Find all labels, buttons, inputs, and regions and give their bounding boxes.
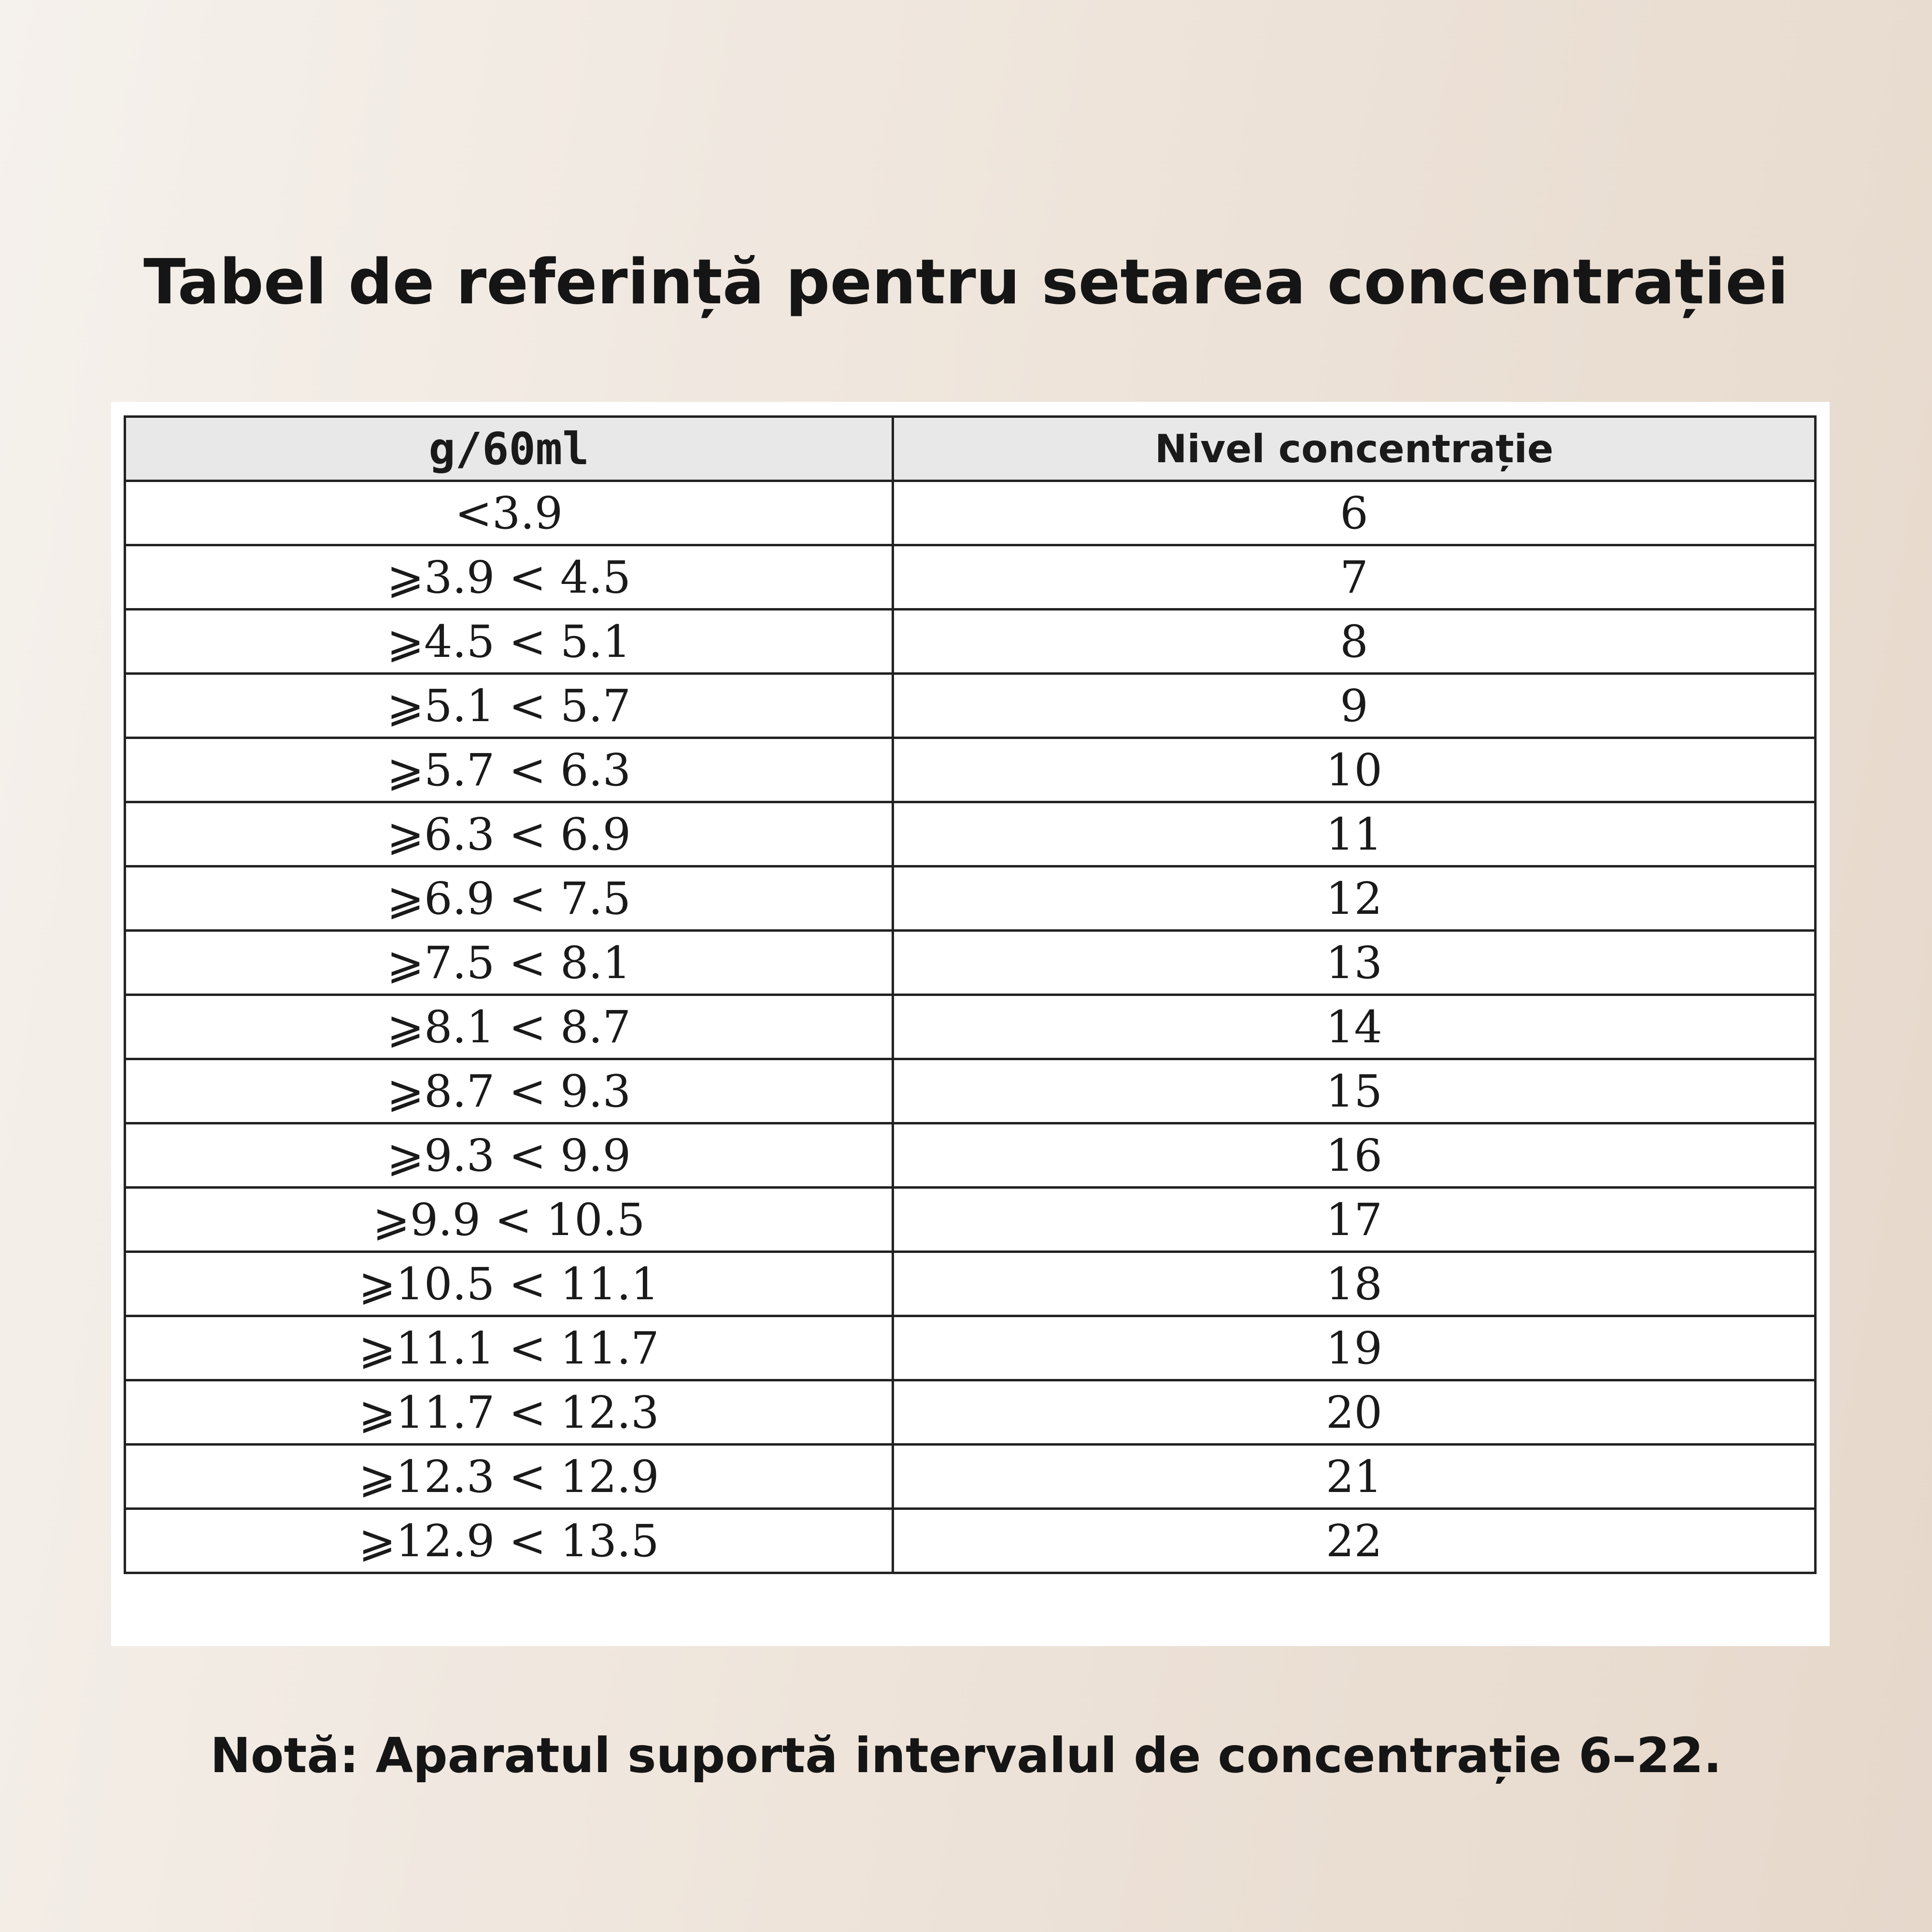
dose-range-cell: <3.9	[125, 481, 893, 545]
column-header-level: Nivel concentrație	[893, 417, 1816, 481]
concentration-level-cell: 13	[893, 931, 1816, 995]
table-row	[125, 802, 1816, 867]
table-row	[125, 1380, 1816, 1445]
table-row	[125, 1316, 1816, 1380]
dose-range-cell: ⩾11.1 < 11.7	[125, 1316, 893, 1380]
concentration-level-cell: 6	[893, 481, 1816, 545]
page-title: Tabel de referință pentru setarea concentrației	[143, 246, 1789, 318]
column-header-dose: g/60ml	[125, 417, 893, 481]
table-row	[125, 867, 1816, 931]
dose-range-cell: ⩾12.3 < 12.9	[125, 1445, 893, 1509]
dose-range-cell: ⩾4.5 < 5.1	[125, 610, 893, 674]
table-row	[125, 995, 1816, 1059]
concentration-level-cell: 22	[893, 1509, 1816, 1573]
concentration-level-cell: 14	[893, 995, 1816, 1059]
dose-range-cell: ⩾9.3 < 9.9	[125, 1123, 893, 1188]
table-row	[125, 545, 1816, 610]
table-panel	[111, 402, 1830, 1646]
dose-range-cell: ⩾9.9 < 10.5	[125, 1188, 893, 1252]
dose-range-cell: ⩾10.5 < 11.1	[125, 1252, 893, 1316]
dose-range-cell: ⩾5.1 < 5.7	[125, 674, 893, 738]
concentration-level-cell: 9	[893, 674, 1816, 738]
table-body	[125, 481, 1816, 1573]
concentration-level-cell: 20	[893, 1380, 1816, 1445]
table-row	[125, 738, 1816, 802]
table-row	[125, 1252, 1816, 1316]
dose-range-cell: ⩾5.7 < 6.3	[125, 738, 893, 802]
dose-range-cell: ⩾7.5 < 8.1	[125, 931, 893, 995]
table-row	[125, 1188, 1816, 1252]
dose-range-cell: ⩾12.9 < 13.5	[125, 1509, 893, 1573]
concentration-level-cell: 10	[893, 738, 1816, 802]
table-row	[125, 481, 1816, 545]
table-row	[125, 610, 1816, 674]
table-row	[125, 931, 1816, 995]
concentration-level-cell: 15	[893, 1059, 1816, 1123]
dose-range-cell: ⩾8.7 < 9.3	[125, 1059, 893, 1123]
concentration-level-cell: 19	[893, 1316, 1816, 1380]
table-row	[125, 1059, 1816, 1123]
table-header-row	[125, 417, 1816, 481]
concentration-level-cell: 11	[893, 802, 1816, 867]
table-row	[125, 1509, 1816, 1573]
concentration-level-cell: 8	[893, 610, 1816, 674]
concentration-level-cell: 21	[893, 1445, 1816, 1509]
concentration-level-cell: 17	[893, 1188, 1816, 1252]
dose-range-cell: ⩾8.1 < 8.7	[125, 995, 893, 1059]
dose-range-cell: ⩾6.3 < 6.9	[125, 802, 893, 867]
dose-range-cell: ⩾3.9 < 4.5	[125, 545, 893, 610]
table-row	[125, 1123, 1816, 1188]
concentration-level-cell: 16	[893, 1123, 1816, 1188]
table-row	[125, 674, 1816, 738]
concentration-level-cell: 18	[893, 1252, 1816, 1316]
concentration-reference-table	[124, 415, 1817, 1574]
concentration-level-cell: 12	[893, 867, 1816, 931]
table-row	[125, 1445, 1816, 1509]
dose-range-cell: ⩾11.7 < 12.3	[125, 1380, 893, 1445]
dose-range-cell: ⩾6.9 < 7.5	[125, 867, 893, 931]
concentration-level-cell: 7	[893, 545, 1816, 610]
footnote: Notă: Aparatul suportă intervalul de concentrație 6–22.	[210, 1727, 1722, 1784]
